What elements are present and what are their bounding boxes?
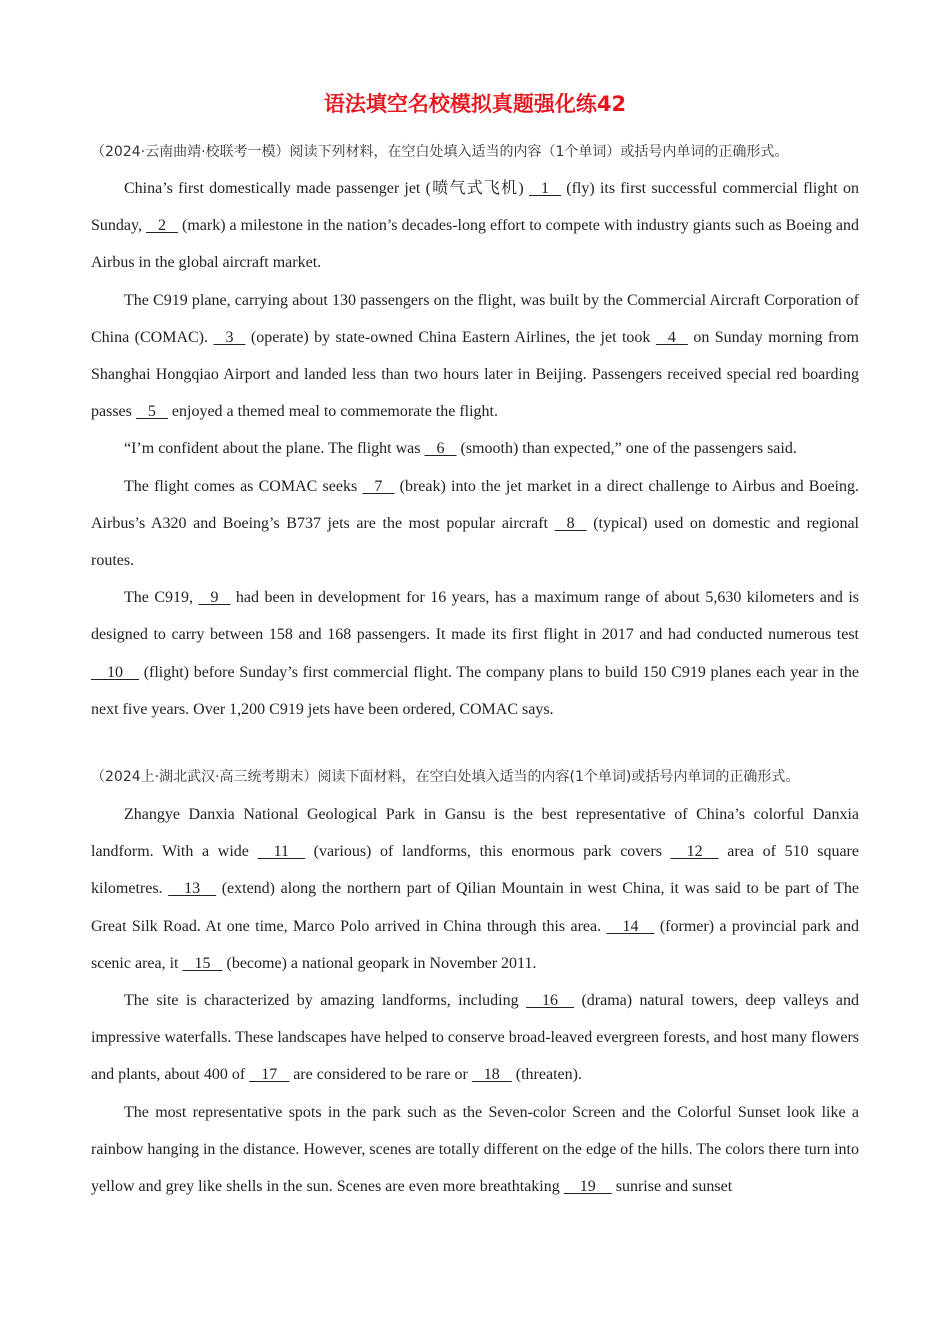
text-run: (smooth) than expected,” one of the passengers said. <box>456 440 797 458</box>
blank-11: 11 <box>273 843 289 861</box>
text-run: China’s first domestically made passenger jet (喷气式飞机) <box>124 180 530 197</box>
blank-4: 4 <box>667 328 676 346</box>
passage-1-paragraph-3 <box>91 430 859 467</box>
passage-2-paragraph-1 <box>91 796 859 982</box>
text-run: The flight comes as COMAC seeks <box>124 477 363 495</box>
text-run: (become) a national geopark in November 2011. <box>222 954 537 972</box>
text-run: sunrise and sunset <box>611 1178 733 1196</box>
passage-1-paragraph-4 <box>91 468 859 580</box>
passage-1-source: （2024·云南曲靖·校联考一模）阅读下列材料，在空白处填入适当的内容（1个单词）或括号内单词的正确形式。 <box>91 144 789 160</box>
text-run: area of 510 square kilometres. <box>91 843 859 898</box>
text-run: (former) a provincial park and scenic area, it <box>91 917 860 972</box>
blank-2: 2 <box>157 217 166 235</box>
blank-18: 18 <box>483 1066 500 1084</box>
blank-16: 16 <box>542 992 559 1010</box>
blank-17: 17 <box>261 1066 278 1084</box>
text-run: (flight) before Sunday’s first commercial flight. The company plans to build 150 C919 planes each year in the next five years. Over 1,200 C919 jets have been ordered, COMAC says. <box>91 663 859 718</box>
text-run: are considered to be rare or <box>289 1066 472 1084</box>
blank-19: 19 <box>579 1178 596 1196</box>
passage-1-paragraph-1 <box>91 170 859 282</box>
text-run: (operate) by state-owned China Eastern Airlines, the jet took <box>245 328 656 346</box>
blank-5: 5 <box>147 403 156 421</box>
text-run: (threaten). <box>511 1066 582 1084</box>
text-run: (break) into the jet market in a direct challenge to Airbus and Boeing. Airbus’s A320 and Boeing’s B737 jets are the most popular aircraft <box>91 477 860 532</box>
text-run: Zhangye Danxia National Geological Park in Gansu is the best representative of China’s colorful Danxia landform. With a wide <box>91 806 859 861</box>
passage-2-paragraph-3 <box>91 1094 859 1206</box>
text-run: on Sunday morning from Shanghai Hongqiao Airport and landed less than two hours later in Beijing. Passengers received special red boarding passes <box>91 328 859 421</box>
text-run: had been in development for 16 years, has a maximum range of about 5,630 kilometers and is designed to carry between 158 and 168 passengers. It made its first flight in 2017 and had conducted numerous test <box>91 589 859 644</box>
blank-15: 15 <box>194 954 211 972</box>
passage-2 <box>91 759 859 1205</box>
blank-12: 12 <box>686 843 703 861</box>
blank-14: 14 <box>622 917 639 935</box>
passage-1-paragraph-5 <box>91 579 859 728</box>
text-run: The C919 plane, carrying about 130 passengers on the flight, was built by the Commercial Aircraft Corporation of China (COMAC). <box>91 291 859 346</box>
text-run: The site is characterized by amazing landforms, including <box>124 992 527 1010</box>
blank-3: 3 <box>225 328 234 346</box>
blank-8: 8 <box>566 514 575 532</box>
text-run: enjoyed a themed meal to commemorate the flight. <box>167 403 498 421</box>
blank-13: 13 <box>184 880 201 898</box>
blank-10: 10 <box>107 663 123 681</box>
passage-1 <box>91 134 859 728</box>
text-run: (typical) used on domestic and regional routes. <box>91 514 860 570</box>
passage-2-source: （2024上·湖北武汉·高三统考期末）阅读下面材料，在空白处填入适当的内容(1个单词)或括号内单词的正确形式。 <box>91 769 800 786</box>
text-run: (drama) natural towers, deep valleys and impressive waterfalls. These landscapes have helped to conserve broad-leaved evergreen forests, and host many flowers and plants, about 400 of <box>91 992 860 1084</box>
text-run: The most representative spots in the park such as the Seven-color Screen and the Colorful Sunset look like a rainbow hanging in the distance. However, scenes are totally different on the edge of the hills. The colors there turn into yellow and grey like shells in the sun. Scenes are even more breathtaking <box>91 1103 859 1196</box>
blank-9: 9 <box>210 589 219 607</box>
text-run: The C919, <box>124 589 199 607</box>
blank-7: 7 <box>374 477 383 495</box>
passage-1-paragraph-2 <box>91 282 859 431</box>
text-run: (extend) along the northern part of Qilian Mountain in west China, it was said to be part of The Great Silk Road. At one time, Marco Polo arrived in China through this area. <box>91 880 859 935</box>
text-run: “I’m confident about the plane. The flight was <box>124 440 425 458</box>
text-run: (various) of landforms, this enormous park covers <box>304 843 671 861</box>
text-run: (fly) its first successful commercial flight on Sunday, <box>91 180 859 235</box>
text-run: (mark) a milestone in the nation’s decades-long effort to compete with industry giants such as Boeing and Airbus in the global aircraft market. <box>91 217 860 272</box>
passage-2-paragraph-2 <box>91 982 859 1094</box>
blank-1: 1 <box>541 180 550 197</box>
page-title: 语法填空名校模拟真题强化练42 <box>323 92 627 116</box>
blank-6: 6 <box>436 440 445 458</box>
